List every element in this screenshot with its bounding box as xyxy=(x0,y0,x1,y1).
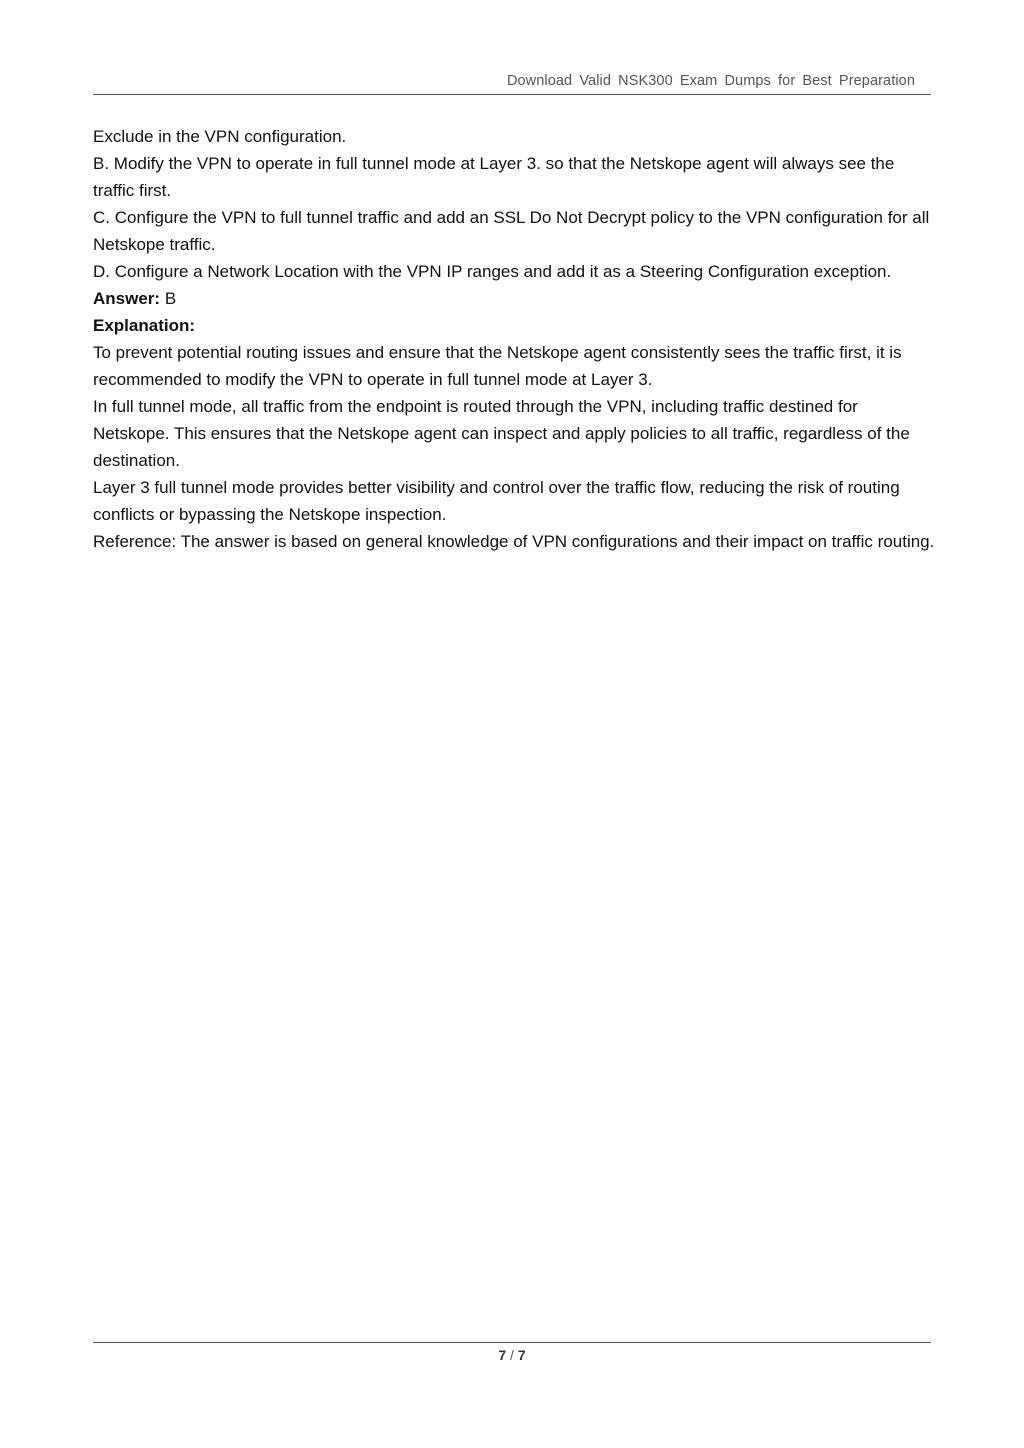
page-number-separator: / xyxy=(510,1347,514,1363)
page-number xyxy=(93,1347,931,1363)
explanation-paragraph-3: Layer 3 full tunnel mode provides better visibility and control over the traffic flow, reducing the risk of routing conflicts or bypassing the Netskope inspection. xyxy=(93,478,900,524)
reference-paragraph: Reference: The answer is based on general knowledge of VPN configurations and their impact on traffic routing. xyxy=(93,532,935,551)
explanation-label: Explanation: xyxy=(93,316,196,335)
page-number-current: 7 xyxy=(498,1347,507,1363)
answer-value: B xyxy=(164,289,177,308)
page-number-total: 7 xyxy=(517,1347,526,1363)
option-d: D. Configure a Network Location with the VPN IP ranges and add it as a Steering Configuration exception. xyxy=(93,262,892,281)
answer-line xyxy=(93,285,935,312)
answer-label: Answer: xyxy=(93,289,161,308)
option-b: B. Modify the VPN to operate in full tunnel mode at Layer 3. so that the Netskope agent will always see the traffic first. xyxy=(93,154,895,200)
page-header xyxy=(93,72,931,95)
option-c: C. Configure the VPN to full tunnel traffic and add an SSL Do Not Decrypt policy to the VPN configuration for all Netskope traffic. xyxy=(93,208,930,254)
page-content xyxy=(93,123,935,555)
page-footer xyxy=(93,1342,931,1373)
header-title: Download Valid NSK300 Exam Dumps for Best Preparation xyxy=(506,73,915,89)
option-a-continuation: Exclude in the VPN configuration. xyxy=(93,127,347,146)
explanation-paragraph-1: To prevent potential routing issues and ensure that the Netskope agent consistently sees the traffic first, it is recommended to modify the VPN to operate in full tunnel mode at Layer 3. xyxy=(93,343,902,389)
explanation-paragraph-2: In full tunnel mode, all traffic from the endpoint is routed through the VPN, including traffic destined for Netskope. This ensures that the Netskope agent can inspect and apply policies to all traffic, regardless of the destination. xyxy=(93,397,910,470)
